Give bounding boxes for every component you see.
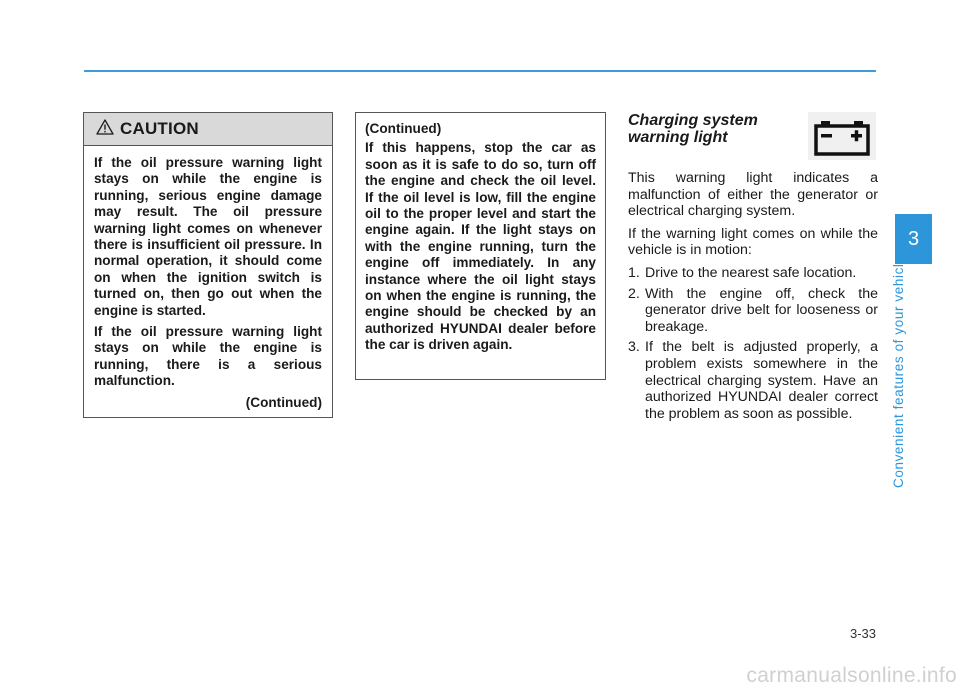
condition-paragraph: If the warning light comes on while the vehicle is in motion: bbox=[628, 225, 878, 259]
list-item bbox=[628, 286, 878, 336]
caution-body bbox=[84, 146, 332, 411]
continued-label: (Continued) bbox=[245, 394, 322, 410]
caution-continuation-box bbox=[355, 112, 606, 380]
continued-heading: (Continued) bbox=[365, 121, 442, 136]
step-text: Drive to the nearest safe location. bbox=[645, 264, 857, 281]
steps-list bbox=[628, 265, 878, 422]
section-title-line: warning light bbox=[628, 129, 728, 146]
step-number: 2. bbox=[628, 285, 640, 302]
continuation-paragraph: If this happens, stop the car as soon as it is safe to do so, turn off the engine and check the oil level. If the oil level is low, fill the engine oil to the proper level and start the engine again. If the light stays on with the engine running, turn the engine off immediately. In any instance where the oil light stays on when the engine is running, the engine should be checked by an authorized HYUNDAI dealer before the car is driven again. bbox=[365, 140, 596, 353]
warning-triangle-icon bbox=[96, 119, 120, 140]
section-title-line: Charging system bbox=[628, 112, 758, 129]
intro-paragraph: This warning light indicates a malfunction of either the generator or electrical charging system. bbox=[628, 170, 878, 220]
caution-title: CAUTION bbox=[120, 119, 199, 138]
header-rule bbox=[84, 70, 876, 72]
battery-icon bbox=[808, 112, 876, 160]
chapter-label: Convenient features of your vehicle bbox=[891, 255, 906, 488]
step-number: 3. bbox=[628, 339, 640, 356]
step-text: If the belt is adjusted properly, a problem exists somewhere in the electrical charging system. Have an authorized HYUNDAI dealer correct the problem as soon as possible. bbox=[645, 339, 878, 422]
page-number: 3-33 bbox=[849, 626, 876, 641]
caution-header bbox=[84, 113, 332, 146]
caution-paragraph: If the oil pressure warning light stays on while the engine is running, there is a serious malfunction. bbox=[94, 324, 322, 389]
list-item bbox=[628, 265, 878, 282]
section-body bbox=[628, 170, 878, 426]
chapter-tab: 3 bbox=[895, 214, 932, 264]
section-title bbox=[628, 112, 798, 146]
caution-paragraph: If the oil pressure warning light stays on while the engine is running, serious engine damage may result. The oil pressure warning light comes on whenever there is insufficient oil pressure. In normal operation, it should come on when the ignition switch is turned on, then go out when the engine is started. bbox=[94, 155, 322, 318]
caution-box bbox=[83, 112, 333, 418]
step-number: 1. bbox=[628, 264, 640, 281]
step-text: With the engine off, check the generator drive belt for looseness or breakage. bbox=[645, 285, 878, 335]
list-item bbox=[628, 339, 878, 422]
watermark[interactable]: carmanualsonline.info bbox=[746, 664, 957, 687]
